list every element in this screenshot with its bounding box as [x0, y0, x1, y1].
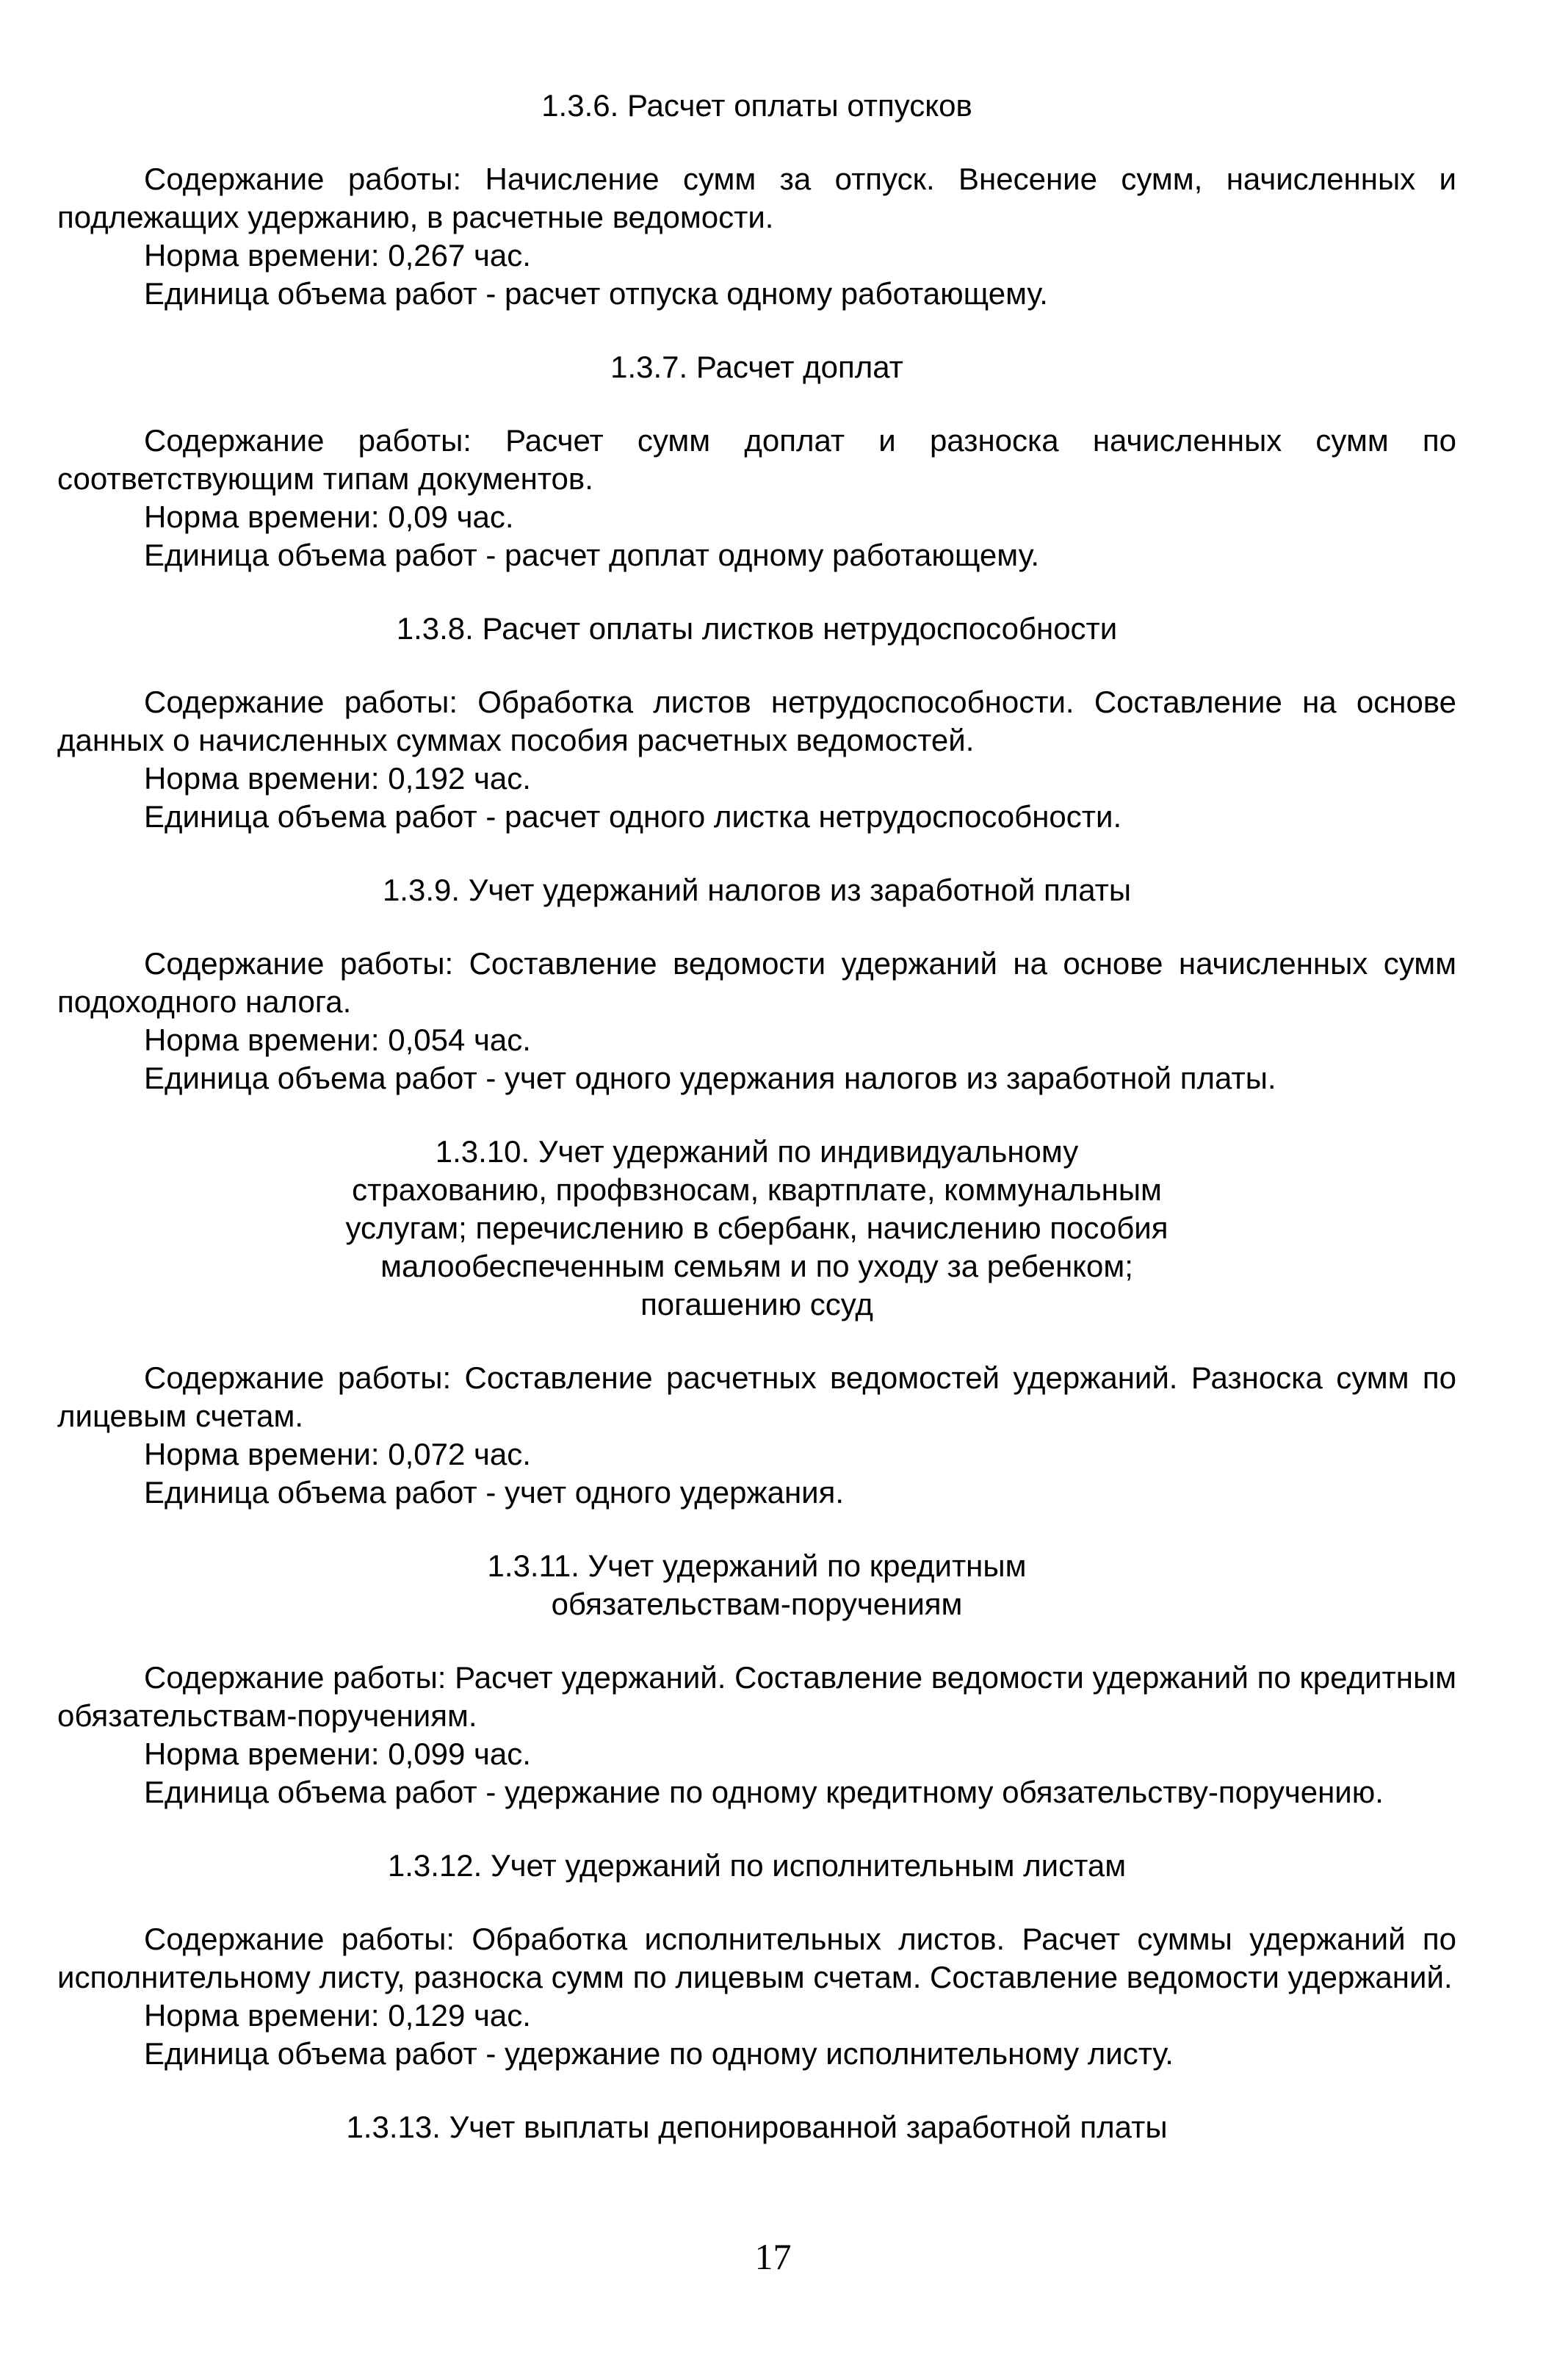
section-heading: обязательствам-поручениям [551, 1587, 963, 1621]
section-heading: 1.3.8. Расчет оплаты листков нетрудоспособности [396, 611, 1118, 646]
section-content: Содержание работы: Расчет удержаний. Составление ведомости удержаний по кредитным обязательствам-поручениям. [57, 1660, 1457, 1733]
section-heading: услугам; перечислению в сбербанк, начислению пособия [345, 1211, 1168, 1245]
work-unit: Единица объема работ - расчет одного листка нетрудоспособности. [144, 799, 1122, 834]
section-content: Содержание работы: Составление ведомости удержаний на основе начисленных сумм подоходного налога. [57, 946, 1456, 1019]
time-norm: Норма времени: 0,099 час. [144, 1737, 531, 1771]
section-1-3-10 [57, 1133, 1456, 1512]
section-content: Содержание работы: Обработка листов нетрудоспособности. Составление на основе данных о начисленных суммах пособия расчетных ведомостей. [57, 685, 1456, 757]
time-norm: Норма времени: 0,129 час. [144, 1998, 531, 2033]
section-heading: страхованию, профвзносам, квартплате, коммунальным [352, 1172, 1162, 1207]
document-page [57, 87, 1456, 2146]
section-content: Содержание работы: Начисление сумм за отпуск. Внесение сумм, начисленных и подлежащих удержанию, в расчетные ведомости. [57, 162, 1456, 234]
section-1-3-7 [57, 348, 1456, 574]
section-1-3-6 [57, 87, 1456, 313]
work-unit: Единица объема работ - удержание по одному кредитному обязательству-поручению. [144, 1775, 1384, 1809]
section-heading: 1.3.7. Расчет доплат [610, 350, 903, 384]
section-1-3-12 [57, 1847, 1456, 2073]
time-norm: Норма времени: 0,054 час. [144, 1023, 531, 1057]
section-heading: 1.3.10. Учет удержаний по индивидуальному [435, 1134, 1079, 1169]
section-heading: малообеспеченным семьям и по уходу за ребенком; [380, 1249, 1133, 1283]
section-heading: 1.3.12. Учет удержаний по исполнительным листам [387, 1848, 1127, 1883]
work-unit: Единица объема работ - удержание по одному исполнительному листу. [144, 2036, 1174, 2071]
work-unit: Единица объема работ - учет одного удержания налогов из заработной платы. [144, 1061, 1276, 1095]
section-1-3-11 [57, 1547, 1456, 1811]
section-heading: 1.3.9. Учет удержаний налогов из заработной платы [382, 873, 1132, 907]
time-norm: Норма времени: 0,267 час. [144, 238, 531, 273]
section-content: Содержание работы: Составление расчетных ведомостей удержаний. Разноска сумм по лицевым счетам. [57, 1360, 1456, 1433]
section-heading: 1.3.6. Расчет оплаты отпусков [541, 88, 972, 123]
time-norm: Норма времени: 0,192 час. [144, 761, 531, 796]
work-unit: Единица объема работ - расчет отпуска одному работающему. [144, 276, 1048, 311]
section-heading: погашению ссуд [640, 1287, 873, 1321]
section-1-3-9 [57, 871, 1456, 1097]
time-norm: Норма времени: 0,09 час. [144, 500, 514, 534]
section-1-3-8 [57, 610, 1456, 836]
final-section-heading: 1.3.13. Учет выплаты депонированной заработной платы [346, 2110, 1168, 2144]
section-heading: 1.3.11. Учет удержаний по кредитным [487, 1548, 1027, 1583]
page-number: 17 [754, 2236, 792, 2277]
section-content: Содержание работы: Обработка исполнительных листов. Расчет суммы удержаний по исполнительному листу, разноска сумм по лицевым счетам. Составление ведомости удержаний. [57, 1922, 1456, 1994]
time-norm: Норма времени: 0,072 час. [144, 1437, 531, 1471]
section-content: Содержание работы: Расчет сумм доплат и разноска начисленных сумм по соответствующим типам документов. [57, 423, 1456, 496]
work-unit: Единица объема работ - учет одного удержания. [144, 1475, 845, 1510]
work-unit: Единица объема работ - расчет доплат одному работающему. [144, 538, 1040, 572]
